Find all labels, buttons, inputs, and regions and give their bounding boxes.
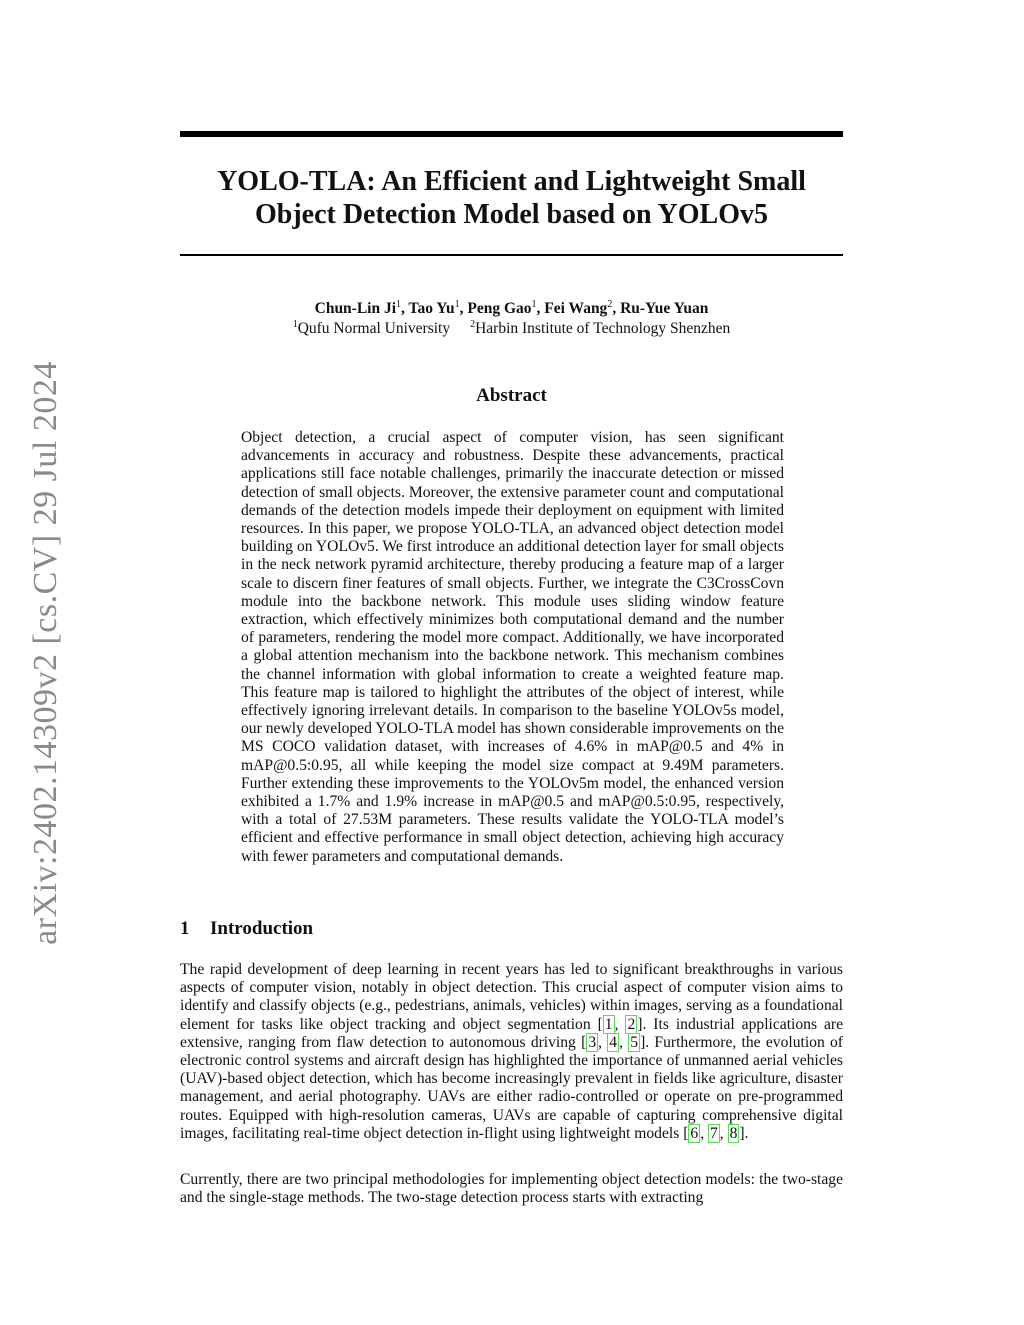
- title-top-rule: [180, 131, 843, 137]
- author-affiliation-mark: 1: [396, 299, 402, 310]
- title-line-1: YOLO-TLA: An Efficient and Lightweight Small: [217, 166, 806, 197]
- paper-title: [180, 165, 843, 231]
- author-name: Ru-Yue Yuan: [620, 300, 709, 317]
- intro-text: ]. Furthermore, the evolution of electronic control systems and aircraft design has highlighted the importance of unmanned aerial vehicles (UAV)-based object detection, which has become increasingly prevalent in fields like agriculture, disaster management, and aerial photography. UAVs are either radio-controlled or operate on pre-programmed routes. Equipped with high-resolution cameras, UAVs are capable of capturing comprehensive digital images, facilitating real-time object detection in-flight using lightweight models [: [180, 1033, 844, 1142]
- citation-link[interactable]: 5: [630, 1033, 639, 1051]
- citation-link[interactable]: 4: [609, 1033, 618, 1051]
- intro-text: The rapid development of deep learning in recent years has led to significant breakthroughs in various aspects of computer vision, notably in object detection. This crucial aspect of computer vision aims to identify and classify objects (e.g., pedestrians, animals, vehicles) within images, serving as a foundational element for tasks like object tracking and object segmentation [: [180, 961, 843, 1033]
- intro-paragraph-1: The rapid development of deep learning in recent years has led to significant breakthroughs in various aspects of computer vision, notably in object detection. This crucial aspect of computer vision aims to identify and classify objects (e.g., pedestrians, animals, vehicles) within images, serving as a foundational element for tasks like object tracking and object segmentation [ 1 , 2 ]. Its industrial applications are extensive, ranging from flaw detection to autonomous driving [ 3 , 4 , 5 ]. Furthermore, the evolution of electronic control systems and aircraft design has highlighted the importance of unmanned aerial vehicles (UAV)-based object detection, which has become increasingly prevalent in fields like agriculture, disaster management, and aerial photography. UAVs are either radio-controlled or operate on pre-programmed routes. Equipped with high-resolution cameras, UAVs are capable of capturing comprehensive digital images, facilitating real-time object detection in-flight using lightweight models [ 6 , 7 , 8 ].: [180, 961, 844, 1142]
- citation-link[interactable]: 6: [690, 1124, 699, 1142]
- author-affiliation-mark: 2: [607, 299, 613, 310]
- citation-link[interactable]: 8: [729, 1124, 738, 1142]
- arxiv-identifier: [24, 360, 68, 945]
- abstract-text: Object detection, a crucial aspect of computer vision, has seen significant advancements in accuracy and robustness. Despite these advancements, practical applications still face notable challenges, primarily the inaccurate detection or missed detection of small objects. Moreover, the extensive parameter count and computational demands of the detection models impede their deployment on equipment with limited resources. In this paper, we propose YOLO-TLA, an advanced object detection model building on YOLOv5. We first introduce an additional detection layer for small objects in the neck network pyramid architecture, thereby producing a feature map of a larger scale to discern finer features of small objects. Further, we integrate the C3CrossCovn module into the backbone network. This module uses sliding window feature extraction, which effectively minimizes both computational demand and the number of parameters, rendering the model more compact. Additionally, we have incorporated a global attention mechanism into the backbone network. This mechanism combines the channel information with global information to create a weighted feature map. This feature map is tailored to highlight the attributes of the object of interest, while effectively ignoring irrelevant details. In comparison to the baseline YOLOv5s model, our newly developed YOLO-TLA model has shown considerable improvements on the MS COCO validation dataset, with increases of 4.6% in mAP@0.5 and 4% in mAP@0.5:0.95, all while keeping the model size compact at 9.49M parameters. Further extending these improvements to the YOLOv5m model, the enhanced version exhibited a 1.7% and 1.9% increase in mAP@0.5 and mAP@0.5:0.95, respectively, with a total of 27.53M parameters. These results validate the YOLO-TLA model’s efficient and effective performance in small object detection, achieving high accuracy with fewer parameters and computational demands.: [241, 429, 784, 865]
- affiliation-name: Qufu Normal University: [297, 320, 451, 337]
- citation-link[interactable]: 7: [710, 1124, 718, 1142]
- citation-link[interactable]: 3: [588, 1033, 597, 1051]
- section-title: Introduction: [210, 918, 314, 939]
- section-number: 1: [180, 918, 190, 939]
- author-name: Peng Gao: [467, 300, 532, 317]
- affiliation-list: [180, 319, 843, 339]
- affiliation-mark: 2: [470, 319, 476, 330]
- citation-link[interactable]: 2: [627, 1015, 636, 1033]
- affiliation-mark: 1: [292, 319, 298, 330]
- author-affiliation-mark: 1: [531, 299, 537, 310]
- author-affiliation-mark: 1: [454, 299, 460, 310]
- author-name: Tao Yu: [408, 300, 455, 317]
- arxiv-identifier-text: arXiv:2402.14309v2 [cs.CV] 29 Jul 2024: [27, 360, 64, 945]
- title-bottom-rule: [180, 254, 843, 256]
- section-heading: [180, 918, 843, 940]
- abstract-heading: Abstract: [476, 385, 547, 406]
- title-line-2: Object Detection Model based on YOLOv5: [254, 199, 769, 230]
- intro-paragraph-2: Currently, there are two principal methodologies for implementing object detection models: the two-stage and the single-stage methods. The two-stage detection process starts with extracting: [180, 1171, 843, 1207]
- citation-link[interactable]: 1: [604, 1015, 613, 1033]
- author-name: Chun-Lin Ji: [314, 300, 397, 317]
- author-name: Fei Wang: [544, 300, 608, 317]
- affiliation-name: Harbin Institute of Technology Shenzhen: [475, 320, 731, 337]
- intro-text: ]. Its industrial applications are extensive, ranging from flaw detection to autonomous driving [: [180, 1015, 844, 1051]
- author-list: Chun-Lin Ji$^1$, Tao Yu$^1$, Peng Gao$^1$, Fei Wang$^2$, Ru-Yue Yuan: [314, 299, 709, 317]
- intro-text: ].: [739, 1124, 749, 1142]
